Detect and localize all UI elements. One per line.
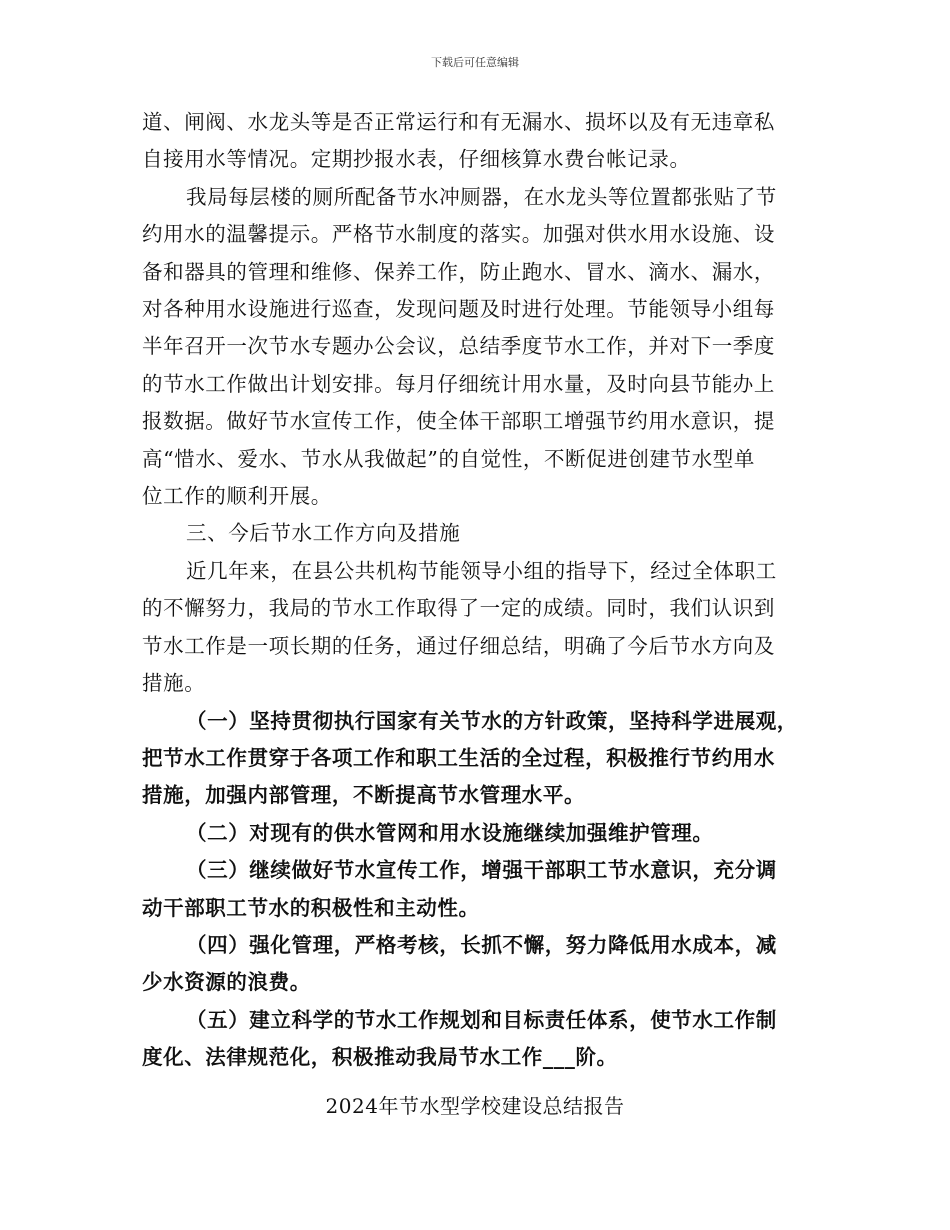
text-line: 措施。 [142, 671, 206, 696]
text-line: 半年召开一次节水专题办公会议，总结季度节水工作，并对下一季度 [142, 334, 775, 359]
next-document-title: 2024年节水型学校建设总结报告 [325, 1094, 625, 1118]
text-line: 约用水的温馨提示。严格节水制度的落实。加强对供水用水设施、设 [142, 222, 775, 247]
text-line: （三）继续做好节水宣传工作，增强干部职工节水意识，充分调 [186, 858, 777, 883]
text-line: 的节水工作做出计划安排。每月仔细统计用水量，及时向县节能办上 [142, 371, 775, 396]
text-line: 对各种用水设施进行巡查，发现问题及时进行处理。节能领导小组每 [142, 297, 775, 322]
text-line: （二）对现有的供水管网和用水设施继续加强维护管理。 [186, 820, 714, 845]
text-line: 近几年来，在县公共机构节能领导小组的指导下，经过全体职工 [186, 558, 777, 583]
text-line: 的不懈努力，我局的节水工作取得了一定的成绩。同时，我们认识到 [142, 596, 775, 621]
text-line: 我局每层楼的厕所配备节水冲厕器，在水龙头等位置都张贴了节 [186, 184, 777, 209]
text-line: 动干部职工节水的积极性和主动性。 [142, 895, 480, 920]
page-header: 下载后可任意编辑 [431, 56, 519, 69]
text-line: 把节水工作贯穿于各项工作和职工生活的全过程，积极推行节约用水 [142, 745, 775, 770]
text-line: 措施，加强内部管理，不断提高节水管理水平。 [142, 783, 586, 808]
text-line: （五）建立科学的节水工作规划和目标责任体系，使节水工作制 [186, 1007, 777, 1032]
text-line: （一）坚持贯彻执行国家有关节水的方针政策，坚持科学进展观， [186, 708, 798, 733]
text-line: 备和器具的管理和维修、保养工作，防止跑水、冒水、滴水、漏水， [142, 259, 775, 284]
text-line: 道、闸阀、水龙头等是否正常运行和有无漏水、损坏以及有无违章私 [142, 110, 775, 134]
text-line: 三、今后节水工作方向及措施 [186, 521, 461, 546]
text-line: 自接用水等情况。定期抄报水表，仔细核算水费台帐记录。 [142, 147, 691, 172]
text-line: 报数据。做好节水宣传工作，使全体干部职工增强节约用水意识，提 [142, 409, 775, 434]
text-line: （四）强化管理，严格考核，长抓不懈，努力降低用水成本，减 [186, 932, 777, 957]
document-body [142, 104, 810, 1077]
text-line: 度化、法律规范化，积极推动我局节水工作___阶。 [142, 1045, 618, 1070]
text-line: 节水工作是一项长期的任务，通过仔细总结，明确了今后节水方向及 [142, 633, 775, 658]
text-line: 高“惜水、爱水、节水从我做起”的自觉性，不断促进创建节水型单 [142, 446, 755, 471]
text-line: 位工作的顺利开展。 [142, 484, 332, 509]
text-line: 少水资源的浪费。 [142, 970, 311, 995]
